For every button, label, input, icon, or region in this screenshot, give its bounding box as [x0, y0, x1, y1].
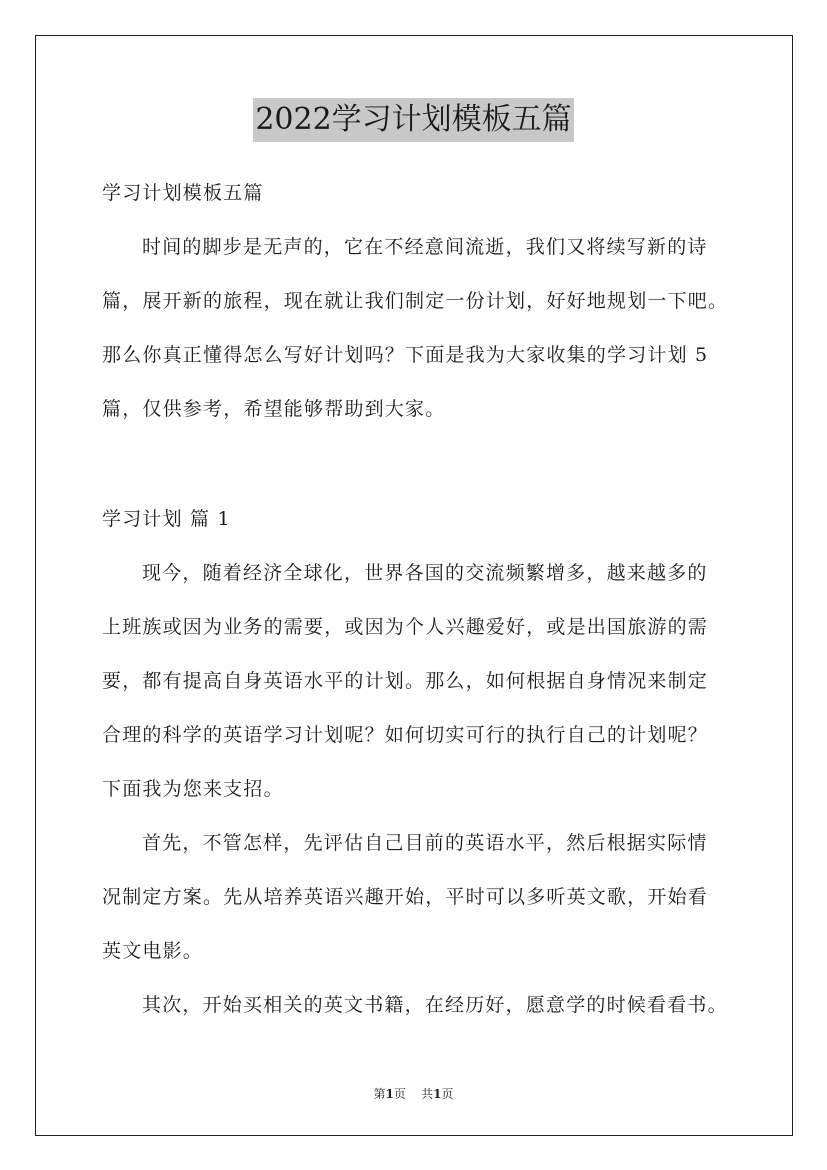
title-container — [0, 98, 827, 142]
intro-line: 篇，仅供参考，希望能够帮助到大家。 — [102, 398, 446, 420]
paragraph-line: 英文电影。 — [102, 940, 204, 962]
intro-line: 那么你真正懂得怎么写好计划吗？下面是我为大家收集的学习计划 5 — [102, 344, 709, 366]
intro-line: 篇，展开新的旅程，现在就让我们制定一份计划，好好地规划一下吧。 — [102, 290, 729, 312]
paragraph-line: 首先，不管怎样，先评估自己目前的英语水平，然后根据实际情 — [142, 832, 708, 854]
page-number: 1 — [385, 1087, 394, 1101]
document-subtitle: 学习计划模板五篇 — [102, 182, 264, 204]
total-pages: 1 — [433, 1087, 442, 1101]
paragraph-line: 上班族或因为业务的需要，或因为个人兴趣爱好，或是出国旅游的需 — [102, 616, 709, 638]
page-suffix: 页 — [393, 1087, 406, 1101]
paragraph-line: 合理的科学的英语学习计划呢？如何切实可行的执行自己的计划呢？ — [102, 724, 709, 746]
section-heading: 学习计划 篇 1 — [102, 508, 231, 530]
intro-line: 时间的脚步是无声的，它在不经意间流逝，我们又将续写新的诗 — [142, 236, 708, 258]
paragraph-line: 下面我为您来支招。 — [102, 778, 284, 800]
paragraph-line: 况制定方案。先从培养英语兴趣开始，平时可以多听英文歌，开始看 — [102, 886, 709, 908]
paragraph-line: 要，都有提高自身英语水平的计划。那么，如何根据自身情况来制定 — [102, 670, 709, 692]
document-title: 2022学习计划模板五篇 — [253, 98, 573, 142]
total-suffix: 页 — [441, 1087, 454, 1101]
page-footer — [0, 1085, 827, 1102]
document-body — [102, 170, 742, 1036]
section-spacer — [102, 440, 742, 496]
page-prefix: 第 — [373, 1087, 386, 1101]
paragraph-line: 现今，随着经济全球化，世界各国的交流频繁增多，越来越多的 — [142, 562, 708, 584]
total-prefix: 共 — [421, 1087, 434, 1101]
paragraph-line: 其次，开始买相关的英文书籍，在经历好，愿意学的时候看看书。 — [142, 994, 728, 1016]
